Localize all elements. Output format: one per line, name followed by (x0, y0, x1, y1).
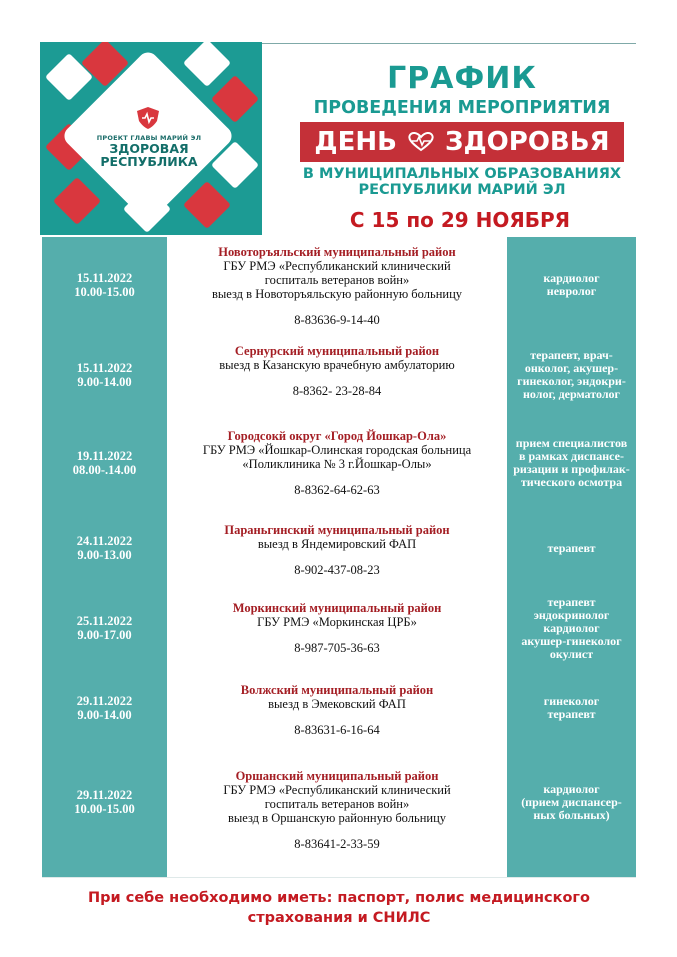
date-cell (42, 747, 167, 857)
date-cell (42, 332, 167, 417)
dropper-icon (183, 181, 231, 229)
phone-number: 8-987-705-36-63 (294, 641, 380, 655)
specialists-cell: кардиолог невролог (507, 237, 636, 332)
date-cell (42, 417, 167, 509)
event-time: 08.00-.14.00 (72, 463, 137, 477)
event-time: 10.00-15.00 (74, 802, 135, 816)
location-cell (167, 857, 507, 877)
date-cell (42, 509, 167, 587)
district-name: Моркинский муниципальный район (232, 601, 442, 615)
specialists-cell: кардиолог (прием диспансер- ных больных) (507, 747, 636, 857)
location-cell (167, 587, 507, 669)
page-subtitle: ПРОВЕДЕНИЯ МЕРОПРИЯТИЯ (313, 98, 611, 118)
specialists-cell: прием специалистов в рамках диспансе- ризации и профилак- тического осмотра (507, 417, 636, 509)
schedule-row (42, 237, 636, 333)
location-description: выезд в Эмековский ФАП (268, 697, 406, 711)
location-cell (167, 417, 507, 509)
title-block (272, 62, 652, 198)
date-cell (42, 587, 167, 669)
district-name: Параньгинский муниципальный район (224, 523, 450, 537)
event-name-part1: ДЕНЬ (314, 127, 397, 157)
logo-text (80, 134, 218, 168)
date-cell (42, 669, 167, 747)
event-date: 29.11.2022 (76, 788, 133, 802)
phone-number: 8-83641-2-33-59 (294, 837, 380, 851)
location-description: выезд в Яндемировский ФАП (257, 537, 417, 551)
shield-heart-icon (135, 106, 161, 130)
event-name-banner (300, 122, 623, 162)
schedule-table (42, 237, 636, 877)
heart-pulse-icon (406, 130, 436, 152)
phone-number: 8-83631-6-16-64 (294, 723, 380, 737)
event-date: 25.11.2022 (76, 614, 133, 628)
event-time: 9.00-13.00 (77, 548, 132, 562)
location-description: выезд в Казанскую врачебную амбулаторию (219, 358, 455, 372)
event-date: 15.11.2022 (76, 360, 133, 375)
event-name-part2: ЗДОРОВЬЯ (445, 127, 610, 157)
stethoscope-icon (183, 42, 231, 87)
location-cell (167, 509, 507, 587)
schedule-row (42, 669, 636, 748)
district-name: Сернурский муниципальный район (234, 344, 440, 358)
district-name: Городсокй округ «Город Йошкар-Ола» (227, 429, 447, 443)
schedule-row-empty (42, 857, 636, 878)
schedule-row (42, 587, 636, 670)
date-cell (42, 857, 167, 877)
logo-name-line2: РЕСПУБЛИКА (100, 154, 198, 169)
specialists-cell: терапевт, врач- онколог, акушер- гинеколог, эндокри- нолог, дерматолог (507, 332, 636, 417)
event-time: 10.00-15.00 (74, 284, 135, 299)
thermometer-icon (211, 75, 259, 123)
location-cell (167, 237, 507, 332)
schedule-row (42, 509, 636, 588)
event-dates: С 15 по 29 НОЯБРЯ (349, 208, 571, 232)
phone-number: 8-8362- 23-28-84 (292, 384, 382, 398)
location-cell (167, 332, 507, 417)
event-date: 15.11.2022 (76, 270, 133, 285)
specialists-cell (507, 857, 636, 877)
specialists-cell: терапевт (507, 509, 636, 587)
location-description: ГБУ РМЭ «Моркинская ЦРБ» (257, 615, 417, 629)
district-name: Волжский муниципальный район (240, 683, 434, 697)
date-cell (42, 237, 167, 332)
event-date: 24.11.2022 (76, 534, 133, 548)
page-title: ГРАФИК (387, 61, 537, 96)
schedule-row (42, 332, 636, 418)
event-date: 19.11.2022 (76, 449, 133, 463)
region-text: В МУНИЦИПАЛЬНЫХ ОБРАЗОВАНИЯХ РЕСПУБЛИКИ МАРИЙ ЭЛ (302, 166, 622, 198)
event-time: 9.00-14.00 (77, 708, 132, 722)
phone-number: 8-8362-64-62-63 (294, 483, 380, 497)
event-date: 29.11.2022 (76, 694, 133, 708)
location-description: ГБУ РМЭ «Республиканский клинический госпиталь ветеранов войн» выезд в Новоторъяльскую районную больницу (211, 259, 463, 301)
location-cell (167, 747, 507, 857)
first-aid-kit-icon (53, 177, 101, 225)
schedule-row (42, 417, 636, 510)
district-name: Новоторъяльский муниципальный район (218, 245, 456, 259)
logo-name-line1: ЗДОРОВАЯ (109, 141, 189, 156)
location-description: ГБУ РМЭ «Республиканский клинический госпиталь ветеранов войн» выезд в Оршанскую районную больницу (223, 783, 451, 825)
location-description: ГБУ РМЭ «Йошкар-Олинская городская больница «Поликлиника № 3 г.Йошкар-Олы» (202, 443, 472, 471)
logo-subtitle: ПРОЕКТ ГЛАВЫ МАРИЙ ЭЛ (96, 134, 202, 142)
event-time: 9.00-17.00 (77, 628, 132, 642)
location-cell (167, 669, 507, 747)
event-time: 9.00-14.00 (77, 374, 132, 389)
zdorovaya-respublika-logo (40, 42, 262, 235)
schedule-row (42, 747, 636, 858)
specialists-cell: терапевт эндокринолог кардиолог акушер-гинеколог окулист (507, 587, 636, 669)
specialists-cell: гинеколог терапевт (507, 669, 636, 747)
district-name: Оршанский муниципальный район (235, 769, 439, 783)
footer-note: При себе необходимо иметь: паспорт, полис медицинского страхования и СНИЛС (88, 890, 590, 926)
phone-number: 8-83636-9-14-40 (294, 313, 380, 327)
phone-number: 8-902-437-08-23 (294, 563, 380, 577)
